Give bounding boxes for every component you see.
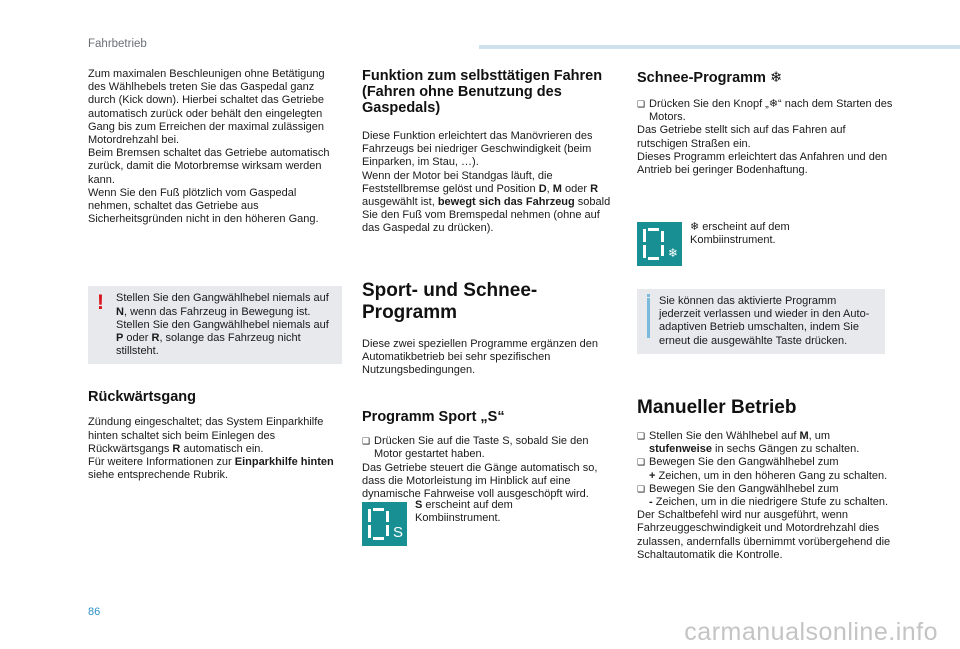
manual-heading: Manueller Betrieb [637, 397, 797, 418]
info-bar [647, 298, 650, 338]
kickdown-paragraph: Zum maximalen Beschleunigen ohne Betätigung des Wählhebels treten Sie das Gaspedal ganz durch (Kick down). Hierbei schaltet das Getriebe automatisch zurück oder behält den eingelegten Gang bis zum Erreichen der maximal zulässigen Motordrehzahl bei. [88, 68, 325, 147]
info-icon [647, 294, 650, 297]
column-middle [362, 68, 618, 501]
sport-display-icon [362, 502, 407, 546]
manual-bullet-2: ❑ Bewegen Sie den Gangwählhebel zum + Zeichen, um in den höheren Gang zu schalten. [637, 456, 888, 482]
auto-drive-heading: Funktion zum selbsttätigen Fahren (Fahren ohne Benutzung des Gaspedals) [362, 68, 603, 116]
watermark: carmanualsonline.info [684, 618, 938, 646]
sport-snow-paragraph: Diese zwei speziellen Programme ergänzen den Automatikbetrieb bei sehr spezifischen Nutzungsbedingungen. [362, 337, 599, 377]
square-bullet-icon: ❑ [637, 457, 646, 468]
reverse-paragraph-1: Zündung eingeschaltet; das System Einparkhilfe hinten schaltet sich beim Einlegen des Rückwärtsgangs R automatisch ein. [88, 416, 324, 455]
manual-bullet-1: ❑ Stellen Sie den Wählhebel auf M, um stufenweise in sechs Gängen zu schalten. [637, 430, 860, 456]
manual-section [637, 397, 893, 562]
sport-bullet: ❑ Drücken Sie auf die Taste S, sobald Sie den Motor gestartet haben. [362, 435, 589, 461]
warning-box [88, 286, 342, 364]
snow-heading: Schnee-Programm ❄ [637, 70, 783, 86]
auto-drive-paragraph-1: Diese Funktion erleichtert das Manövrieren des Fahrzeugs bei niedriger Geschwindigkeit (beim Einparken, im Stau, …). [362, 130, 593, 169]
warning-text-2: Stellen Sie den Gangwählhebel niemals auf P oder R, solange das Fahrzeug nicht stillsteht. [116, 318, 329, 358]
sport-paragraph: Das Getriebe steuert die Gänge automatisch so, dass die Motorleistung im Hinblick auf eine dynamische Fahrweise voll ausgeschöpft wird. [362, 461, 598, 501]
snow-display-caption: ❄ erscheint auf dem Kombiinstrument. [690, 221, 790, 247]
info-text: Sie können das aktivierte Programm jederzeit verlassen und wieder in den Auto-adaptiven Betrieb umschalten, indem Sie erneut die ausgewählte Taste drücken. [659, 295, 870, 347]
manual-paragraph: Der Schaltbefehl wird nur ausgeführt, wenn Fahrzeuggeschwindigkeit und Motordrehzahl dies zulassen, andernfalls übernimmt vorübergehend die Schaltautomatik die Kontrolle. [637, 509, 891, 561]
section-title: Fahrbetrieb [88, 38, 147, 50]
warning-text-1: Stellen Sie den Gangwählhebel niemals auf N, wenn das Fahrzeug in Bewegung ist. [116, 292, 329, 318]
exclamation-icon: ! [97, 291, 104, 315]
lift-paragraph: Wenn Sie den Fuß plötzlich vom Gaspedal nehmen, schaltet das Getriebe aus Sicherheitsgründen nicht in den höheren Gang. [88, 186, 319, 226]
snow-paragraph-1: Das Getriebe stellt sich auf das Fahren auf rutschigen Straßen ein. [637, 124, 846, 150]
manual-bullet-3: ❑ Bewegen Sie den Gangwählhebel zum - Zeichen, um in die niedrigere Stufe zu schalten. [637, 482, 889, 509]
auto-drive-paragraph-2: Wenn der Motor bei Standgas läuft, die Feststellbremse gelöst und Position D, M oder R ausgewählt ist, bewegt sich das Fahrzeug sobald Sie den Fuß vom Bremspedal nehmen (ohne auf das Gaspedal zu drücken). [362, 169, 611, 235]
snow-bullet: ❑ Drücken Sie den Knopf „❄“ nach dem Starten des Motors. [637, 98, 893, 124]
info-box [637, 289, 885, 354]
column-right [637, 68, 893, 177]
snow-paragraph-2: Dieses Programm erleichtert das Anfahren und den Antrieb bei geringer Bodenhaftung. [637, 150, 888, 177]
square-bullet-icon: ❑ [637, 483, 646, 494]
snowflake-icon: ❄ [668, 246, 679, 260]
column-left [88, 68, 342, 482]
sport-letter: S [393, 524, 404, 541]
sport-display-caption: S erscheint auf dem Kombiinstrument. [415, 499, 513, 525]
reverse-heading: Rückwärtsgang [88, 389, 196, 406]
square-bullet-icon: ❑ [637, 431, 646, 441]
page-number: 86 [88, 606, 101, 618]
brake-paragraph: Beim Bremsen schaltet das Getriebe automatisch zurück, damit die Motorbremse wirksam werden kann. [88, 147, 330, 186]
square-bullet-icon: ❑ [637, 99, 646, 109]
snow-display-icon [637, 222, 682, 266]
header-bar [479, 45, 960, 49]
sport-heading: Programm Sport „S“ [362, 409, 505, 426]
reverse-paragraph-2: Für weitere Informationen zur Einparkhilfe hinten siehe entsprechende Rubrik. [88, 456, 334, 482]
sport-snow-heading: Sport- und Schnee-Programm [362, 279, 538, 323]
square-bullet-icon: ❑ [362, 436, 371, 447]
